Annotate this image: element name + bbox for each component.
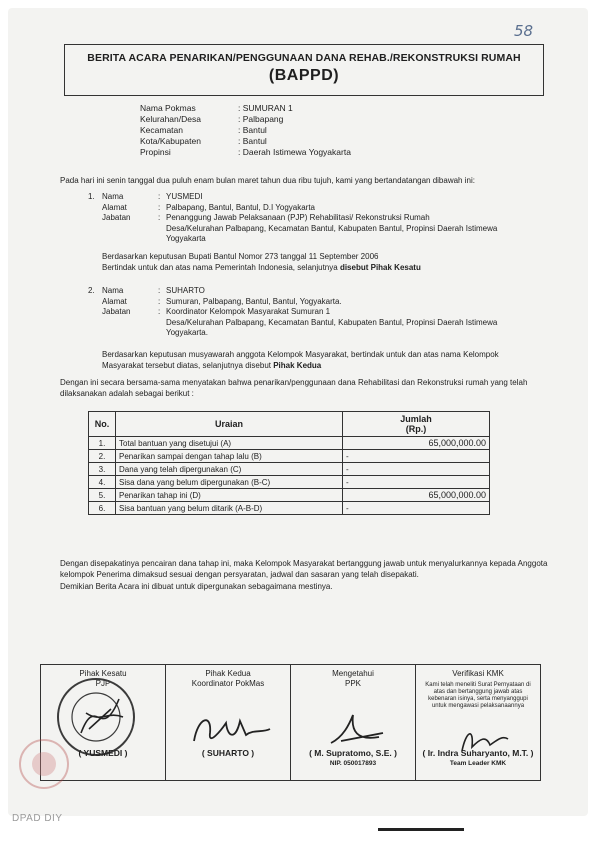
- row-uraian: Dana yang telah dipergunakan (C): [116, 463, 343, 476]
- row-jumlah: 65,000,000.00: [343, 489, 490, 502]
- document-subtitle: (BAPPD): [268, 67, 340, 84]
- signature-name: ( M. Supratomo, S.E. ): [309, 748, 397, 758]
- row-uraian: Total bantuan yang disetujui (A): [116, 437, 343, 450]
- acting-text: Masyarakat tersebut diatas, selanjutnya disebut: [102, 361, 274, 370]
- person1-jabatan: Penanggung Jawab Pelaksanaan (PJP) Rehabilitasi/ Rekonstruksi Rumah: [166, 213, 430, 223]
- row-uraian: Sisa dana yang belum dipergunakan (B-C): [116, 476, 343, 489]
- signature-role: Pihak Kesatu: [79, 669, 127, 678]
- identity-value: : Daerah Istimewa Yogyakarta: [238, 147, 351, 157]
- row-jumlah: 65,000,000.00: [343, 437, 490, 450]
- signature-nip: NIP. 050017893: [329, 760, 377, 767]
- identity-block: [140, 103, 351, 158]
- row-no: 4.: [89, 476, 116, 489]
- identity-value: : SUMURAN 1: [238, 103, 293, 113]
- closing-text: Dengan disepakatinya pencairan dana tahap ini, maka Kelompok Masyarakat bertanggung jawab untuk menyalurkannya kepada Anggota kelompok Penerima dimaksud sesuai dengan persyaratan, jadwal dan sasaran yang telah disepakati.: [60, 559, 548, 579]
- person2-basis: Berdasarkan keputusan musyawarah anggota Kelompok Masyarakat, bertindak untuk dan atas nama Kelompok: [102, 350, 499, 359]
- name-label: Nama: [102, 286, 124, 295]
- alamat-label: Alamat: [102, 296, 127, 306]
- person1-basis: Berdasarkan keputusan Bupati Bantul Nomor 273 tanggal 11 September 2006: [102, 252, 379, 261]
- row-uraian: Penarikan tahap ini (D): [116, 489, 343, 502]
- document-title: BERITA ACARA PENARIKAN/PENGGUNAAN DANA REHAB./REKONSTRUKSI RUMAH: [87, 52, 521, 64]
- acting-bold: disebut Pihak Kesatu: [339, 263, 421, 272]
- person1-number: 1.: [88, 192, 95, 201]
- signature-role: Verifikasi KMK: [452, 669, 504, 678]
- person1-jabatan-line2: Desa/Kelurahan Palbapang, Kecamatan Bantul, Kabupaten Bantul, Propinsi Daerah Istimewa: [166, 223, 498, 233]
- jabatan-label: Jabatan: [102, 307, 131, 317]
- person1-block: 1. Nama : YUSMEDI Alamat : Palbapang, Bantul, Bantul, D.I Yogyakarta Jabatan : Penanggung Jawab Pelaksanaan (PJP) Rehabilitasi/ Rekonstruksi Rumah Desa/Kelurahan Palbapang, Kecamatan Bantul, Kabupaten Bantul, Propinsi Daerah Istimewa Yogyakarta: [88, 192, 546, 245]
- identity-row: [140, 147, 351, 158]
- row-jumlah: -: [343, 450, 490, 463]
- signature-name: ( SUHARTO ): [201, 748, 255, 758]
- row-no: 6.: [89, 502, 116, 515]
- identity-value: : Bantul: [238, 125, 267, 135]
- person2-alamat: Sumuran, Palbapang, Bantul, Bantul, Yogyakarta.: [166, 296, 342, 306]
- person2-jabatan: Koordinator Kelompok Masyarakat Sumuran 1: [166, 307, 331, 317]
- identity-row: [140, 103, 351, 114]
- person2-name: SUHARTO: [166, 286, 205, 295]
- name-label: Nama: [102, 192, 124, 201]
- signature-role-sub: PPK: [344, 679, 361, 688]
- row-jumlah: -: [343, 476, 490, 489]
- person1-acting: [102, 263, 552, 274]
- identity-row: [140, 114, 351, 125]
- acting-text: Bertindak untuk dan atas nama Pemerintah Indonesia, selanjutnya: [102, 263, 340, 272]
- signature-role: Pihak Kedua: [205, 669, 251, 678]
- row-jumlah: -: [343, 463, 490, 476]
- closing-text-2: Demikian Berita Acara ini dibuat untuk dipergunakan sebagaimana mestinya.: [60, 582, 333, 591]
- table-row: [89, 450, 490, 463]
- table-row: [89, 489, 490, 502]
- identity-row: [140, 125, 351, 136]
- signature-kmk: [416, 665, 541, 781]
- row-uraian: Penarikan sampai dengan tahap lalu (B): [116, 450, 343, 463]
- identity-label: Kota/Kabupaten: [140, 136, 201, 146]
- signature-table: [40, 664, 541, 781]
- table-row: [89, 476, 490, 489]
- row-no: 2.: [89, 450, 116, 463]
- person2-acting: [102, 361, 552, 372]
- title-box: [64, 44, 544, 96]
- archive-seal-icon: [14, 734, 74, 794]
- identity-label: Kelurahan/Desa: [140, 114, 201, 124]
- person1-name: YUSMEDI: [166, 192, 203, 201]
- table-row: [89, 437, 490, 450]
- statement-text: Dengan ini secara bersama-sama menyatakan bahwa penarikan/penggunaan dana Rehabilitasi dan Rekonstruksi rumah yang telah dilaksanakan adalah sebagai berikut :: [60, 378, 528, 398]
- person2-number: 2.: [88, 286, 95, 295]
- identity-row: [140, 136, 351, 147]
- intro-text: Pada hari ini senin tanggal dua puluh enam bulan maret tahun dua ribu tujuh, kami yang bertandatangan dibawah ini:: [60, 176, 475, 185]
- page-number: 58: [514, 22, 534, 40]
- header-jumlah-unit: (Rp.): [405, 424, 427, 434]
- identity-value: : Bantul: [238, 136, 267, 146]
- header-jumlah-label: Jumlah: [400, 414, 432, 424]
- header-jumlah: [343, 412, 490, 437]
- table-row: [89, 463, 490, 476]
- identity-label: Nama Pokmas: [140, 103, 196, 113]
- signature-role-sub: Koordinator PokMas: [191, 679, 265, 688]
- row-jumlah: -: [343, 502, 490, 515]
- acting-bold: Pihak Kedua: [273, 361, 322, 370]
- person1-alamat: Palbapang, Bantul, Bantul, D.I Yogyakarta: [166, 202, 315, 212]
- person2-jabatan-line2: Desa/Kelurahan Palbapang, Kecamatan Bantul, Kabupaten Bantul, Propinsi Daerah Istimewa: [166, 317, 498, 327]
- row-uraian: Sisa bantuan yang belum ditarik (A-B-D): [116, 502, 343, 515]
- kmk-statement: Kami telah meneliti Surat Pernyataan di atas dan bertanggung jawab atas kebenaran isinya, serta menyanggupi untuk mengawasi pelaksanaannya: [425, 682, 531, 709]
- table-row: [89, 502, 490, 515]
- fund-table: [88, 411, 490, 515]
- signature-name: ( YUSMEDI ): [78, 748, 128, 758]
- identity-label: Propinsi: [140, 147, 171, 157]
- bottom-bar: [378, 828, 464, 831]
- person2-jabatan-line3: Yogyakarta.: [166, 328, 208, 338]
- row-no: 3.: [89, 463, 116, 476]
- jabatan-label: Jabatan: [102, 213, 131, 223]
- watermark: DPAD DIY: [12, 813, 63, 824]
- row-no: 5.: [89, 489, 116, 502]
- signature-role: Mengetahui: [332, 669, 374, 678]
- identity-value: : Palbapang: [238, 114, 284, 124]
- signature-role-title: Team Leader KMK: [449, 760, 507, 767]
- signature-pihak-kedua: [166, 665, 291, 781]
- table-header-row: [89, 412, 490, 437]
- person1-jabatan-line3: Yogyakarta: [166, 234, 206, 244]
- signature-ppk: [291, 665, 416, 781]
- row-no: 1.: [89, 437, 116, 450]
- person2-block: 2. Nama : SUHARTO Alamat : Sumuran, Palbapang, Bantul, Bantul, Yogyakarta. Jabatan : Koordinator Kelompok Masyarakat Sumuran 1 Desa/Kelurahan Palbapang, Kecamatan Bantul, Kabupaten Bantul, Propinsi Daerah Istimewa Yogyakarta.: [88, 286, 546, 339]
- header-no: No.: [89, 412, 116, 437]
- header-uraian: Uraian: [116, 412, 343, 437]
- identity-label: Kecamatan: [140, 125, 183, 135]
- signature-role-sub: PJP: [95, 679, 111, 688]
- signature-name: ( Ir. Indra Suharyanto, M.T. ): [422, 748, 534, 758]
- alamat-label: Alamat: [102, 202, 127, 212]
